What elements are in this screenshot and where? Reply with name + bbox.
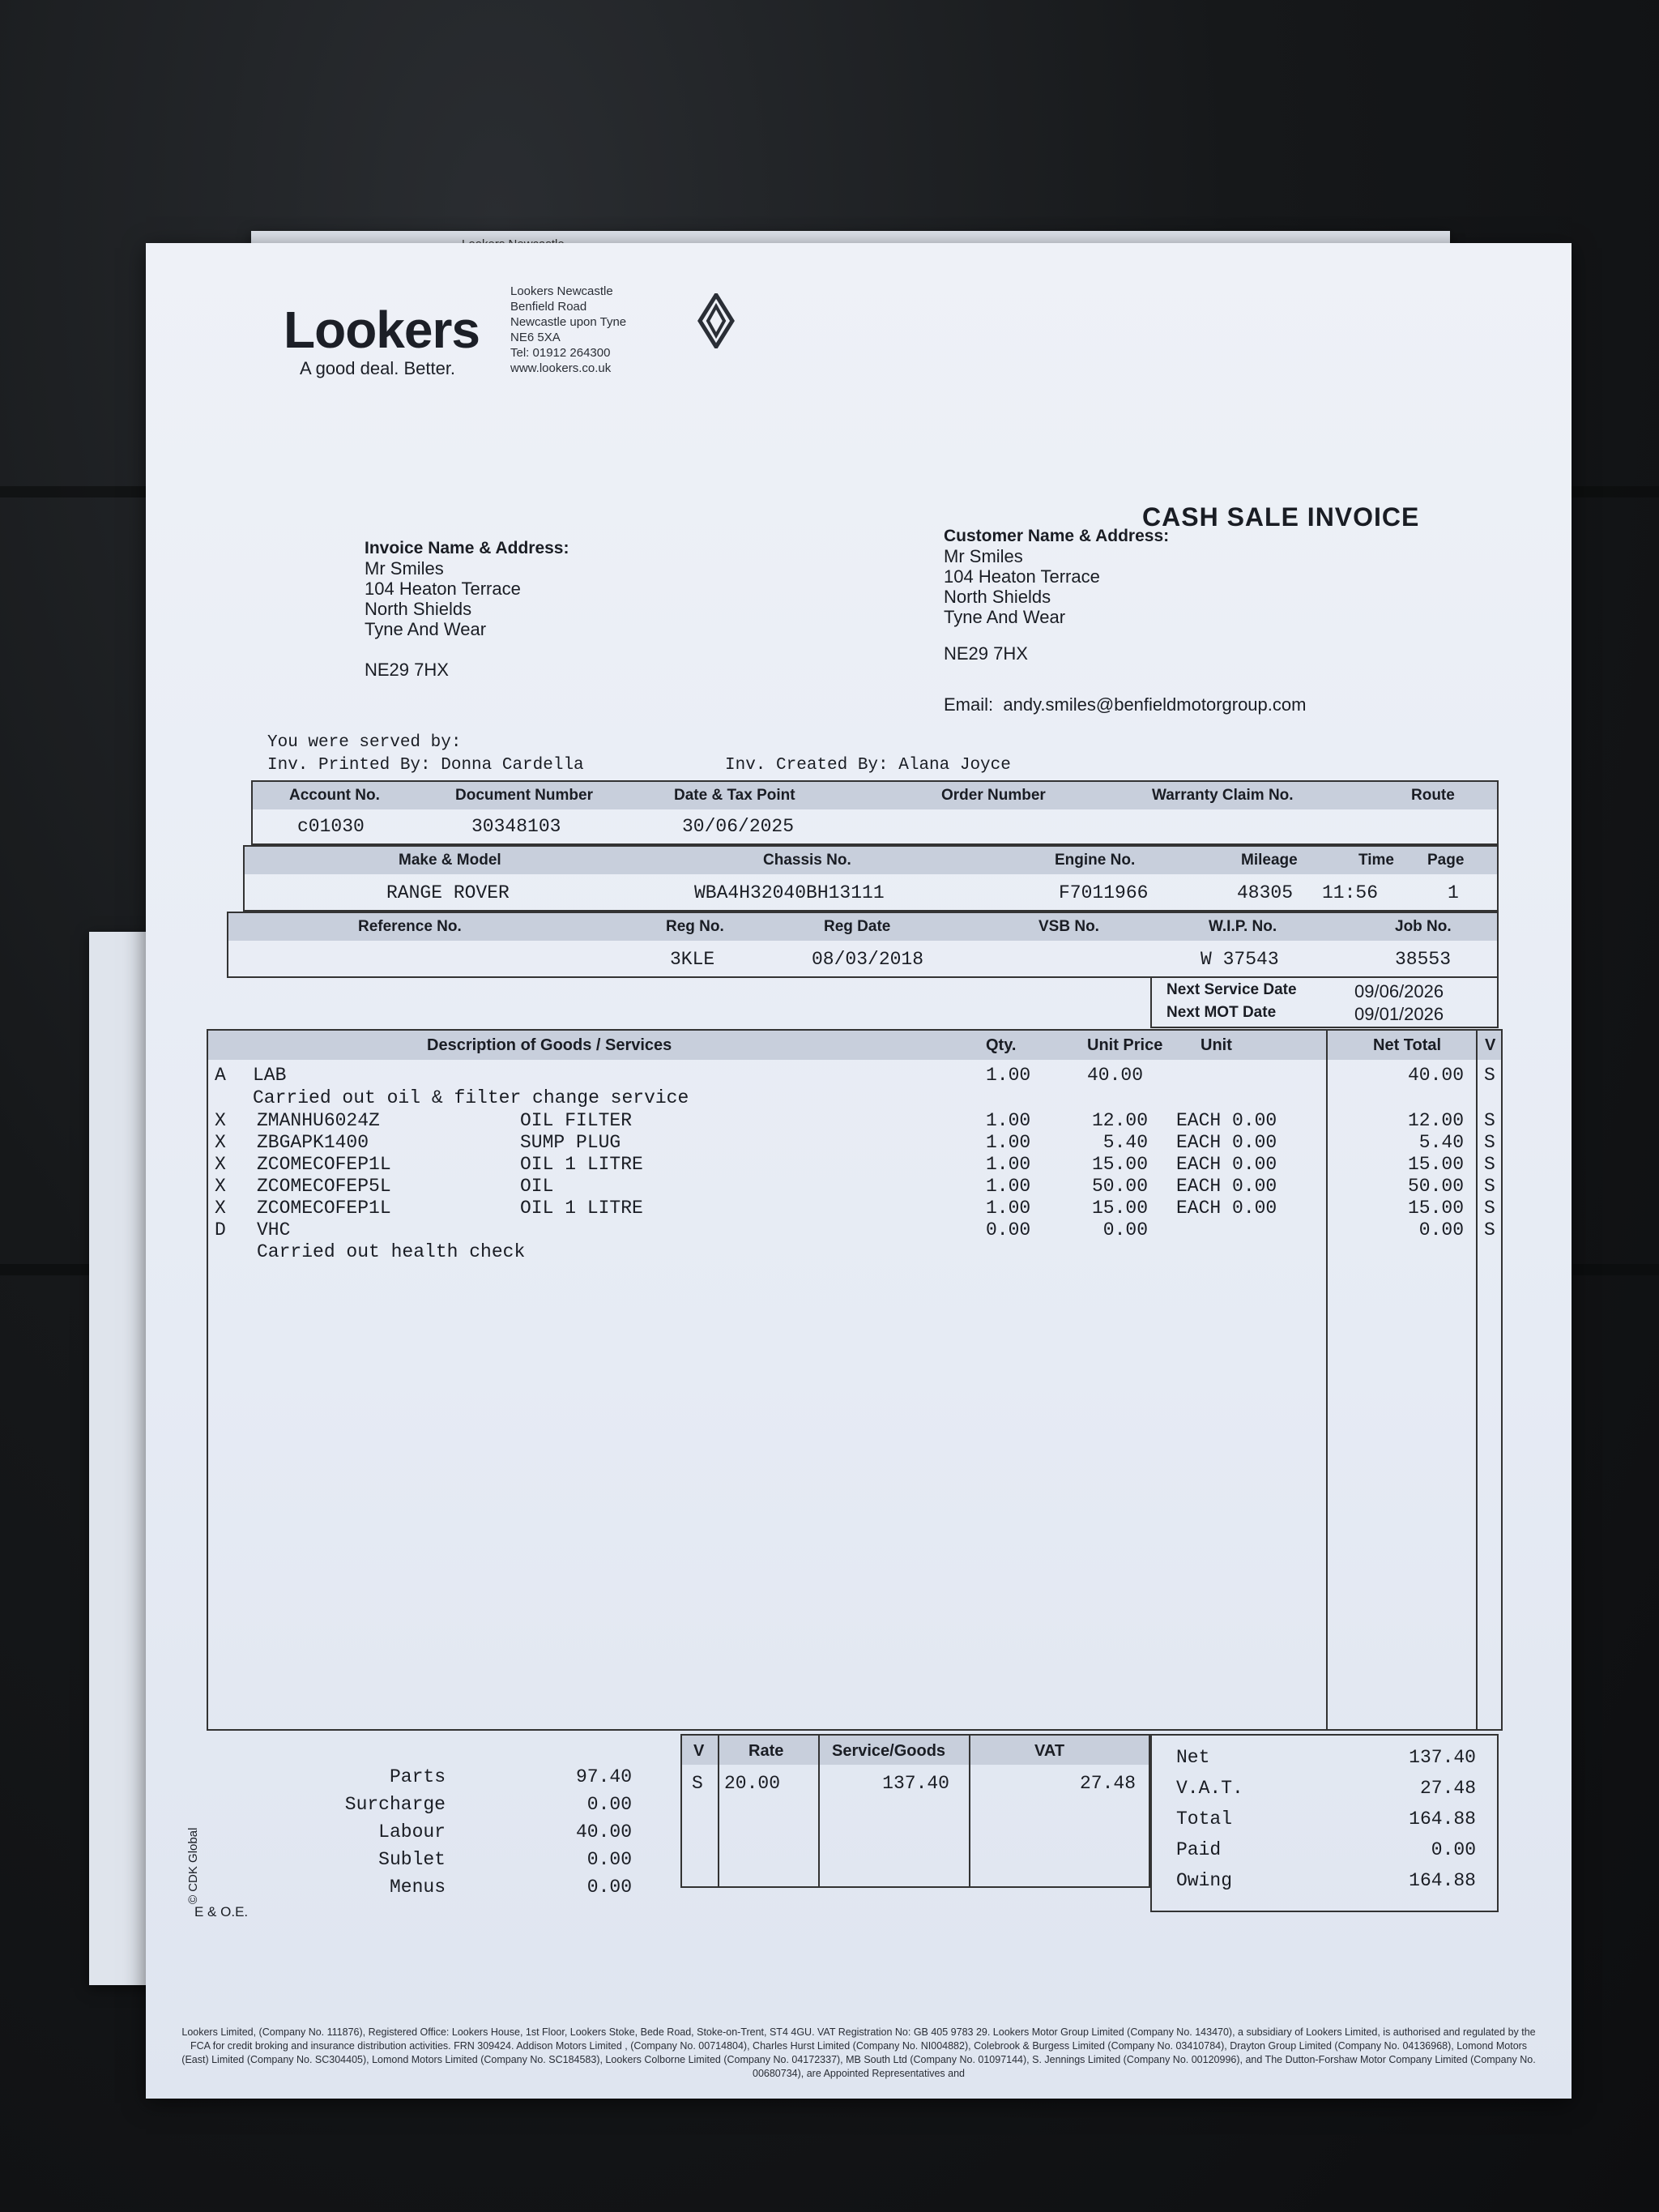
item-price: 12.00 bbox=[1091, 1110, 1148, 1131]
time: 11:56 bbox=[1322, 882, 1379, 903]
item-part: ZCOMECOFEP1L bbox=[257, 1154, 391, 1175]
header-account-no: Account No. bbox=[289, 787, 380, 804]
item-part: ZBGAPK1400 bbox=[257, 1132, 369, 1153]
item-part: LAB bbox=[253, 1065, 287, 1086]
vat-header-rate: Rate bbox=[748, 1742, 784, 1760]
customer-address-label: Customer Name & Address: bbox=[944, 527, 1170, 545]
document-title: CASH SALE INVOICE bbox=[1142, 502, 1420, 532]
header-net-total: Net Total bbox=[1373, 1036, 1442, 1054]
vat-divider bbox=[818, 1736, 820, 1886]
summary-surcharge: 0.00 bbox=[586, 1794, 632, 1815]
header-order-number: Order Number bbox=[941, 787, 1046, 804]
vat-table bbox=[680, 1734, 1150, 1888]
legal-footer: Lookers Limited, (Company No. 111876), Registered Office: Lookers House, 1st Floor, Lookers Stoke, Bede Road, Stoke-on-Trent, ST4 4GU. VAT Registration No: GB 405 9783 29. Lookers Motor Group Limited (Company No. 143470), a subsidiary of Lookers Limited, is authorised and regulated by the FCA for credit broking and insurance distribution activities. FRN 309424. Addison Motors Limited , (Company No. 00714804), Charles Hurst Limited (Company No. NI004882), Colebrook & Burgess Limited (Company No. 03410784), Drayton Group Limited (Company No. 04136968), Lomond Motors (East) Limited (Company No. SC304405), Lomond Motors Limited (Company No. SC184583), Lookers Colborne Limited (Company No. 04172337), MB South Ltd (Company No. 01097144), S. Jennings Limited (Company No. 00120996), and The Dutton-Forshaw Motor Company Limited (Company No. 00680734), are Appointed Representatives and bbox=[181, 2026, 1536, 2079]
header-mileage: Mileage bbox=[1241, 852, 1298, 869]
mileage: 48305 bbox=[1237, 882, 1294, 903]
item-code: X bbox=[215, 1176, 226, 1197]
item-desc: SUMP PLUG bbox=[520, 1132, 621, 1153]
item-unit: EACH 0.00 bbox=[1176, 1198, 1277, 1219]
dealer-address-line: NE6 5XA bbox=[510, 331, 561, 344]
item-desc: OIL FILTER bbox=[520, 1110, 633, 1131]
service-dates-box bbox=[1150, 978, 1499, 1028]
logo-tagline: A good deal. Better. bbox=[300, 358, 456, 378]
vat-rate: 20.00 bbox=[724, 1773, 781, 1794]
dealer-address-line: www.lookers.co.uk bbox=[510, 361, 612, 375]
total-paid: 0.00 bbox=[1431, 1839, 1476, 1860]
item-part: VHC bbox=[257, 1219, 291, 1241]
item-code: D bbox=[215, 1219, 226, 1241]
item-net: 50.00 bbox=[1407, 1176, 1464, 1197]
header-vsb-no: VSB No. bbox=[1038, 918, 1099, 935]
reference-row bbox=[227, 912, 1499, 978]
vat-header-service-goods: Service/Goods bbox=[832, 1742, 946, 1760]
header-make-model: Make & Model bbox=[399, 852, 501, 869]
header-wip-no: W.I.P. No. bbox=[1209, 918, 1277, 935]
item-net: 15.00 bbox=[1407, 1198, 1464, 1219]
errors-omissions: E & O.E. bbox=[194, 1904, 249, 1919]
engine-no: F7011966 bbox=[1059, 882, 1149, 903]
customer-address-line: Tyne And Wear bbox=[944, 607, 1066, 627]
wip-no: W 37543 bbox=[1201, 949, 1279, 970]
account-no: c01030 bbox=[297, 816, 365, 837]
invoice-address-line: Tyne And Wear bbox=[365, 619, 487, 639]
header-unit-price: Unit Price bbox=[1087, 1036, 1163, 1054]
header-engine-no: Engine No. bbox=[1055, 852, 1136, 869]
invoice-postcode: NE29 7HX bbox=[365, 660, 449, 680]
vat-divider bbox=[969, 1736, 970, 1886]
next-mot-label: Next MOT Date bbox=[1166, 1004, 1277, 1021]
summary-labour: 40.00 bbox=[575, 1821, 632, 1843]
v-divider bbox=[1476, 1031, 1478, 1729]
dealer-address-line: Newcastle upon Tyne bbox=[510, 315, 627, 329]
date-tax-point: 30/06/2025 bbox=[682, 816, 795, 837]
items-header-bg bbox=[208, 1031, 1501, 1060]
chassis-no: WBA4H32040BH13111 bbox=[694, 882, 885, 903]
header-v: V bbox=[1485, 1036, 1496, 1054]
total-label-owing: Owing bbox=[1176, 1870, 1233, 1891]
item-price: 50.00 bbox=[1091, 1176, 1148, 1197]
items-table bbox=[207, 1029, 1503, 1731]
item-v: S bbox=[1484, 1132, 1495, 1153]
item-qty: 1.00 bbox=[986, 1198, 1031, 1219]
item-qty: 0.00 bbox=[986, 1219, 1031, 1241]
summary-label-menus: Menus bbox=[389, 1877, 446, 1898]
item-code: X bbox=[215, 1198, 226, 1219]
header-reg-date: Reg Date bbox=[824, 918, 891, 935]
served-by-label: You were served by: bbox=[267, 733, 462, 752]
vat-divider bbox=[718, 1736, 719, 1886]
summary-menus: 0.00 bbox=[586, 1877, 632, 1898]
item-part: ZCOMECOFEP5L bbox=[257, 1176, 391, 1197]
item-unit: EACH 0.00 bbox=[1176, 1132, 1277, 1153]
header-qty: Qty. bbox=[986, 1036, 1017, 1054]
item-part: ZCOMECOFEP1L bbox=[257, 1198, 391, 1219]
item-note: Carried out health check bbox=[257, 1241, 526, 1262]
customer-address-line: Mr Smiles bbox=[944, 546, 1023, 566]
page-number: 1 bbox=[1448, 882, 1459, 903]
item-unit: EACH 0.00 bbox=[1176, 1176, 1277, 1197]
dealer-address-line: Benfield Road bbox=[510, 300, 587, 314]
next-service-date: 09/06/2026 bbox=[1354, 981, 1444, 1001]
account-row-header-bg bbox=[253, 782, 1497, 809]
invoice-address-line: North Shields bbox=[365, 599, 472, 619]
totals-box bbox=[1150, 1734, 1499, 1912]
item-net: 5.40 bbox=[1418, 1132, 1464, 1153]
invoice-address-block bbox=[365, 539, 569, 680]
customer-address-line: 104 Heaton Terrace bbox=[944, 566, 1100, 587]
vat-code: S bbox=[692, 1773, 703, 1794]
total-net: 137.40 bbox=[1409, 1747, 1476, 1768]
item-qty: 1.00 bbox=[986, 1110, 1031, 1131]
header-reg-no: Reg No. bbox=[666, 918, 724, 935]
total-label-net: Net bbox=[1176, 1747, 1210, 1768]
item-price: 0.00 bbox=[1102, 1219, 1148, 1241]
item-code: A bbox=[215, 1065, 226, 1086]
header-document-number: Document Number bbox=[455, 787, 593, 804]
header-warranty-claim: Warranty Claim No. bbox=[1152, 787, 1294, 804]
customer-email-row bbox=[944, 694, 1306, 715]
customer-address-line: North Shields bbox=[944, 587, 1051, 607]
header-chassis-no: Chassis No. bbox=[763, 852, 851, 869]
summary-parts: 97.40 bbox=[575, 1766, 632, 1787]
vat-service-goods: 137.40 bbox=[882, 1773, 949, 1794]
item-net: 40.00 bbox=[1407, 1065, 1464, 1086]
item-desc: OIL 1 LITRE bbox=[520, 1154, 643, 1175]
invoice-sheet bbox=[146, 243, 1572, 2099]
reg-no: 3KLE bbox=[670, 949, 715, 970]
item-net: 0.00 bbox=[1418, 1219, 1464, 1241]
summary-label-surcharge: Surcharge bbox=[344, 1794, 446, 1815]
renault-diamond-icon bbox=[697, 293, 736, 348]
item-v: S bbox=[1484, 1219, 1495, 1241]
total-label-vat: V.A.T. bbox=[1176, 1778, 1243, 1799]
customer-address-block bbox=[944, 527, 1306, 715]
dealer-address bbox=[510, 284, 626, 376]
net-total-divider bbox=[1326, 1031, 1328, 1729]
header-date-tax-point: Date & Tax Point bbox=[674, 787, 795, 804]
item-part: ZMANHU6024Z bbox=[257, 1110, 380, 1131]
item-qty: 1.00 bbox=[986, 1176, 1031, 1197]
total-total: 164.88 bbox=[1409, 1808, 1476, 1830]
summary-label-labour: Labour bbox=[378, 1821, 446, 1843]
header-page: Page bbox=[1427, 852, 1465, 869]
vehicle-row bbox=[243, 845, 1499, 912]
invoice-address-label: Invoice Name & Address: bbox=[365, 539, 569, 557]
customer-email: andy.smiles@benfieldmotorgroup.com bbox=[1003, 694, 1307, 715]
email-label: Email: bbox=[944, 694, 994, 715]
item-price: 5.40 bbox=[1102, 1132, 1148, 1153]
total-label-total: Total bbox=[1176, 1808, 1233, 1830]
account-row bbox=[251, 780, 1499, 845]
header-route: Route bbox=[1411, 787, 1455, 804]
item-desc: OIL 1 LITRE bbox=[520, 1198, 643, 1219]
item-net: 15.00 bbox=[1407, 1154, 1464, 1175]
reg-date: 08/03/2018 bbox=[812, 949, 924, 970]
header-job-no: Job No. bbox=[1395, 918, 1452, 935]
total-label-paid: Paid bbox=[1176, 1839, 1222, 1860]
item-code: X bbox=[215, 1154, 226, 1175]
item-code: X bbox=[215, 1110, 226, 1131]
summary-label-parts: Parts bbox=[389, 1766, 446, 1787]
lookers-logo: Lookers bbox=[284, 301, 480, 359]
header-reference-no: Reference No. bbox=[358, 918, 462, 935]
document-number: 30348103 bbox=[471, 816, 561, 837]
item-price: 15.00 bbox=[1091, 1198, 1148, 1219]
invoice-address-line: 104 Heaton Terrace bbox=[365, 579, 521, 599]
header-unit: Unit bbox=[1201, 1036, 1232, 1054]
item-qty: 1.00 bbox=[986, 1132, 1031, 1153]
printed-by: Inv. Printed By: Donna Cardella bbox=[267, 756, 584, 775]
created-by: Inv. Created By: Alana Joyce bbox=[725, 756, 1011, 775]
item-price: 15.00 bbox=[1091, 1154, 1148, 1175]
vat-header-vat: VAT bbox=[1034, 1742, 1065, 1760]
cdk-copyright: © CDK Global bbox=[186, 1827, 200, 1904]
next-mot-date: 09/01/2026 bbox=[1354, 1004, 1444, 1024]
item-v: S bbox=[1484, 1198, 1495, 1219]
job-no: 38553 bbox=[1395, 949, 1452, 970]
item-qty: 1.00 bbox=[986, 1065, 1031, 1086]
next-service-label: Next Service Date bbox=[1166, 981, 1297, 998]
header-description: Description of Goods / Services bbox=[427, 1036, 672, 1054]
customer-postcode: NE29 7HX bbox=[944, 643, 1028, 664]
vat-amount: 27.48 bbox=[1079, 1773, 1136, 1794]
item-qty: 1.00 bbox=[986, 1154, 1031, 1175]
dealer-address-line: Tel: 01912 264300 bbox=[510, 346, 611, 360]
make-model: RANGE ROVER bbox=[386, 882, 510, 903]
summary-sublet: 0.00 bbox=[586, 1849, 632, 1870]
total-owing: 164.88 bbox=[1409, 1870, 1476, 1891]
item-v: S bbox=[1484, 1110, 1495, 1131]
item-desc: OIL bbox=[520, 1176, 554, 1197]
item-code: X bbox=[215, 1132, 226, 1153]
invoice-address-line: Mr Smiles bbox=[365, 558, 444, 579]
total-vat: 27.48 bbox=[1419, 1778, 1476, 1799]
header-time: Time bbox=[1358, 852, 1395, 869]
item-unit: EACH 0.00 bbox=[1176, 1110, 1277, 1131]
item-net: 12.00 bbox=[1407, 1110, 1464, 1131]
item-v: S bbox=[1484, 1154, 1495, 1175]
dealer-address-line: Lookers Newcastle bbox=[510, 284, 613, 298]
vat-header-v: V bbox=[693, 1742, 705, 1760]
item-v: S bbox=[1484, 1176, 1495, 1197]
item-price: 40.00 bbox=[1087, 1065, 1144, 1086]
item-unit: EACH 0.00 bbox=[1176, 1154, 1277, 1175]
item-note: Carried out oil & filter change service bbox=[253, 1087, 689, 1108]
summary-label-sublet: Sublet bbox=[378, 1849, 446, 1870]
item-v: S bbox=[1484, 1065, 1495, 1086]
